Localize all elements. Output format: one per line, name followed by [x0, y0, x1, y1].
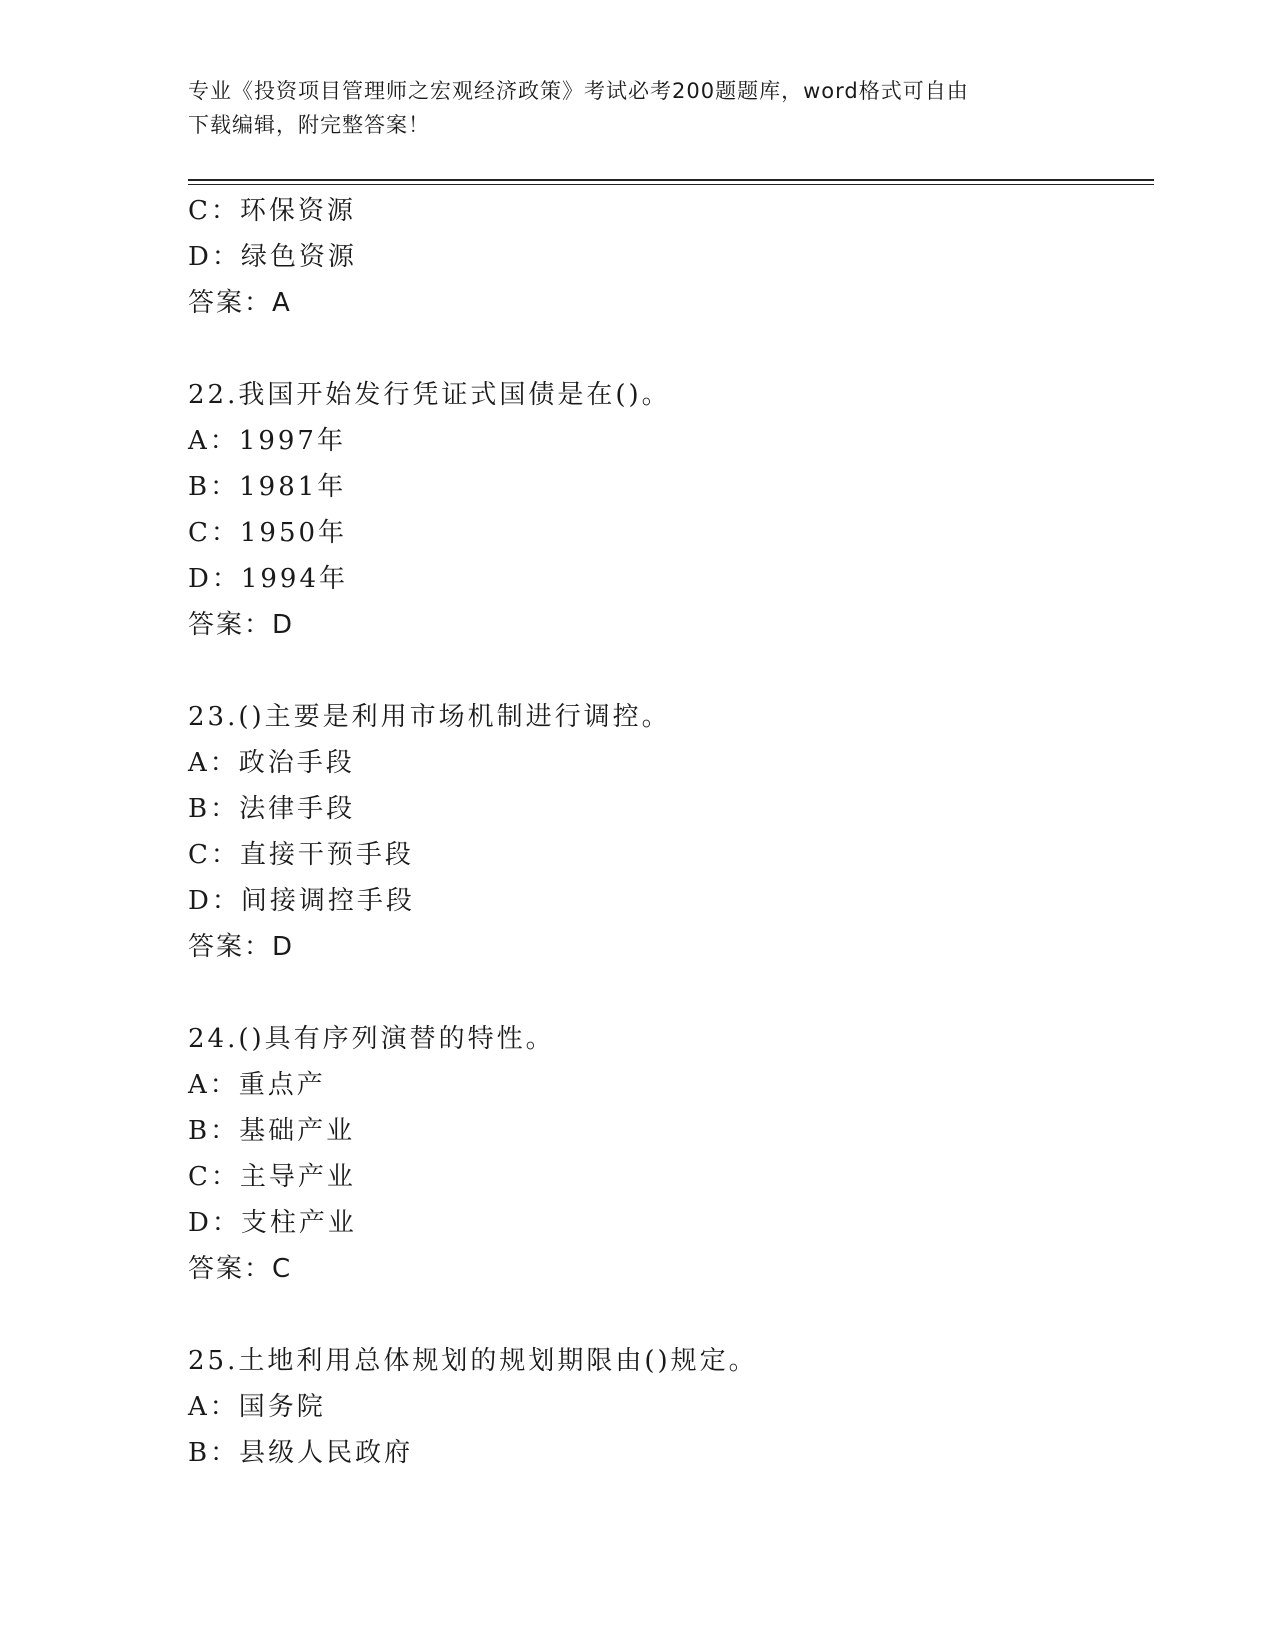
- question-stem: 25.土地利用总体规划的规划期限由()规定。: [188, 1346, 758, 1376]
- option-a: A：1997年: [188, 426, 346, 456]
- option-b: B：基础产业: [188, 1116, 356, 1146]
- option-c: C：直接干预手段: [188, 840, 414, 870]
- option-b: B：法律手段: [188, 794, 356, 824]
- question-22: [188, 372, 1154, 648]
- option-c: C：1950年: [188, 518, 348, 548]
- option-c: C：主导产业: [188, 1162, 356, 1192]
- answer-line: 答案：A: [188, 288, 292, 318]
- header-line-2: 下载编辑，附完整答案！: [188, 113, 430, 137]
- header-rule-thick: [188, 179, 1154, 181]
- question-23: [188, 694, 1154, 970]
- question-stem: 24.()具有序列演替的特性。: [188, 1024, 555, 1054]
- option-d: D：绿色资源: [188, 242, 357, 272]
- header-line-1: 专业《投资项目管理师之宏观经济政策》考试必考200题题库，word格式可自由: [188, 79, 969, 103]
- question-list: [188, 188, 1154, 1476]
- option-d: D：间接调控手段: [188, 886, 415, 916]
- spacer: [188, 970, 1154, 1016]
- spacer: [188, 326, 1154, 372]
- question-stem: 23.()主要是利用市场机制进行调控。: [188, 702, 671, 732]
- answer-line: 答案：D: [188, 610, 295, 640]
- option-a: A：国务院: [188, 1392, 326, 1422]
- document-header: [188, 74, 1088, 142]
- option-a: A：政治手段: [188, 748, 355, 778]
- option-c: C：环保资源: [188, 196, 356, 226]
- header-rule-thin: [188, 184, 1154, 185]
- option-a: A：重点产: [188, 1070, 326, 1100]
- spacer: [188, 1292, 1154, 1338]
- question-stem: 22.我国开始发行凭证式国债是在()。: [188, 380, 671, 410]
- answer-line: 答案：D: [188, 932, 295, 962]
- option-d: D：支柱产业: [188, 1208, 357, 1238]
- option-b: B：1981年: [188, 472, 347, 502]
- question-24: [188, 1016, 1154, 1292]
- option-d: D：1994年: [188, 564, 349, 594]
- option-b: B：县级人民政府: [188, 1438, 414, 1468]
- question-25: [188, 1338, 1154, 1476]
- spacer: [188, 648, 1154, 694]
- answer-line: 答案：C: [188, 1254, 293, 1284]
